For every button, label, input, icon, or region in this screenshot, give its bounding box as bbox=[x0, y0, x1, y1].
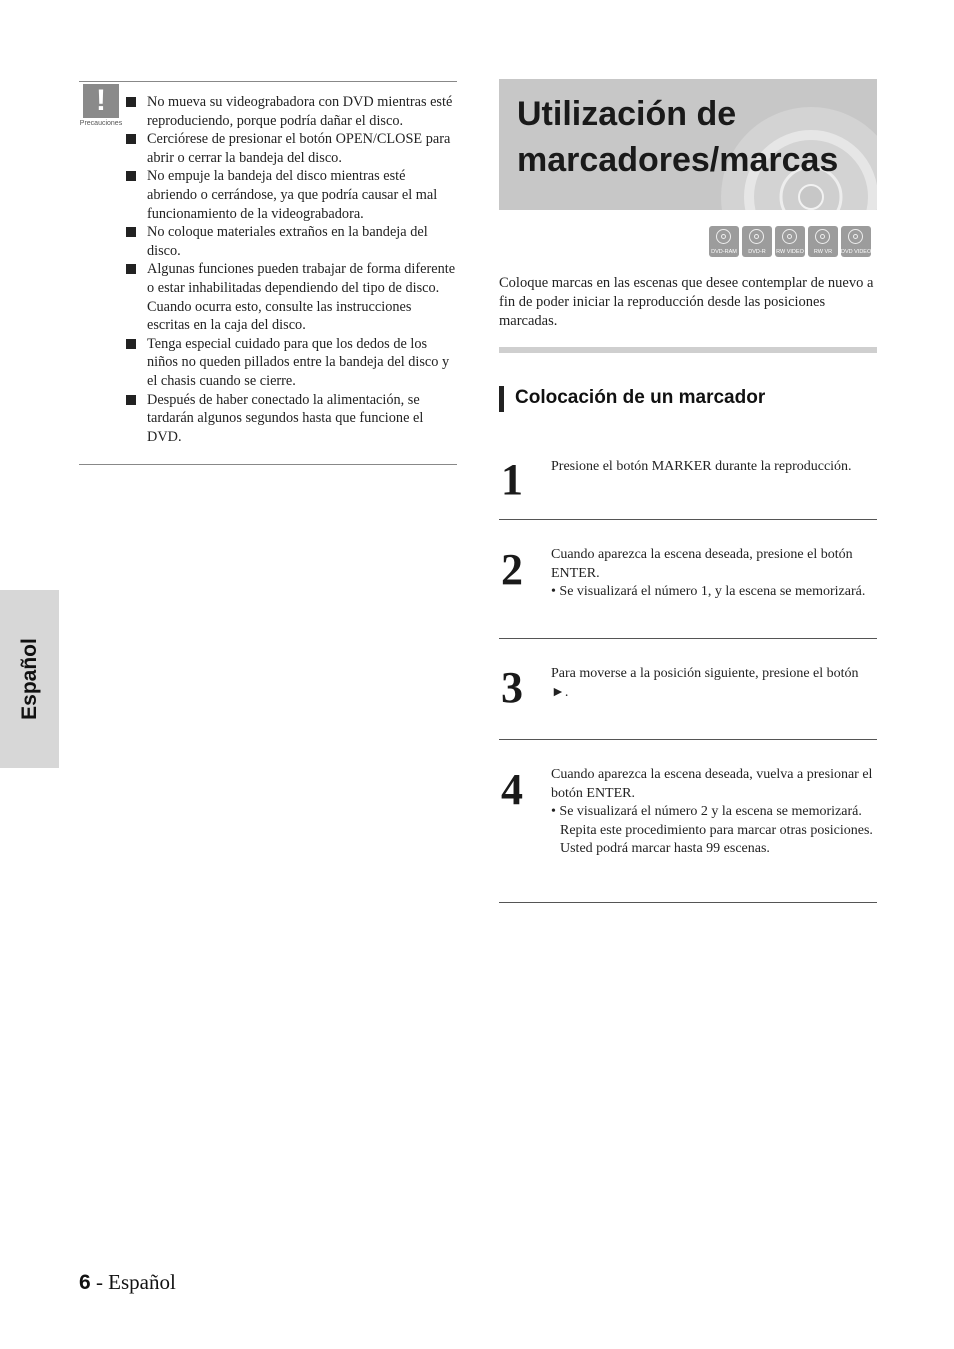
precaution-item: Después de haber conectado la alimentación, se tardarán algunos segundos hasta que funcione el DVD. bbox=[125, 391, 457, 447]
precautions-top-rule bbox=[79, 81, 457, 82]
step-1-number: 1 bbox=[501, 455, 523, 504]
precaution-item: No empuje la bandeja del disco mientras esté abriendo o cerrándose, ya que podría causar el mal funcionamiento de la videograbadora. bbox=[125, 167, 457, 223]
section-marker bbox=[499, 386, 504, 412]
step-4-number: 4 bbox=[501, 765, 523, 814]
step-3-number: 3 bbox=[501, 663, 523, 712]
square-bullet-icon bbox=[126, 227, 136, 237]
dvd-rw-video-icon: RW VIDEO bbox=[775, 226, 805, 257]
section-title: Colocación de un marcador bbox=[515, 387, 766, 408]
square-bullet-icon bbox=[126, 339, 136, 349]
step-2-number: 2 bbox=[501, 545, 523, 594]
precaution-item: Cerciórese de presionar el botón OPEN/CLOSE para abrir o cerrar la bandeja del disco. bbox=[125, 130, 457, 167]
step-1-text: Presione el botón MARKER durante la reproducción. bbox=[551, 459, 852, 474]
precaution-item: No mueva su videograbadora con DVD mientras esté reproduciendo, porque podría dañar el disco. bbox=[125, 93, 457, 130]
square-bullet-icon bbox=[126, 171, 136, 181]
side-tab-label: Español bbox=[17, 638, 41, 720]
dvd-rw-vr-icon: RW VR bbox=[808, 226, 838, 257]
disc-type-icons bbox=[709, 226, 871, 258]
square-bullet-icon bbox=[126, 134, 136, 144]
precaution-item: Algunas funciones pueden trabajar de forma diferente o estar inhabilitadas dependiendo del tipo de disco. Cuando ocurra esto, consulte las instrucciones escritas en la caja del disco. bbox=[125, 260, 457, 334]
precautions-caption: Precauciones bbox=[79, 120, 123, 127]
page-title: Utilización de marcadores/marcas bbox=[517, 95, 839, 179]
precautions-bottom-rule bbox=[79, 464, 457, 465]
footer-label: - Español bbox=[90, 1270, 176, 1294]
section-divider bbox=[499, 347, 877, 353]
dvd-ram-icon: DVD-RAM bbox=[709, 226, 739, 257]
dvd-r-icon: DVD-R bbox=[742, 226, 772, 257]
warning-icon: ! bbox=[83, 84, 119, 118]
intro-paragraph: Coloque marcas en las escenas que desee contemplar de nuevo a fin de poder iniciar la reproducción desde las posiciones marcadas. bbox=[499, 275, 874, 329]
step-3-text: Para moverse a la posición siguiente, presione el botón ►. bbox=[551, 666, 859, 700]
precaution-item: No coloque materiales extraños en la bandeja del disco. bbox=[125, 223, 457, 260]
precautions-list bbox=[125, 93, 457, 446]
step-divider bbox=[499, 739, 877, 740]
square-bullet-icon bbox=[126, 97, 136, 107]
step-divider bbox=[499, 902, 877, 903]
title-banner bbox=[499, 79, 877, 210]
step-divider bbox=[499, 519, 877, 520]
language-side-tab bbox=[0, 590, 59, 768]
step-4-text: Cuando aparezca la escena deseada, vuelva a presionar el botón ENTER. • Se visualizará el número 2 y la escena se memorizará. Repita este procedimiento para marcar otras posiciones. Usted podrá marcar hasta 99 escenas. bbox=[551, 767, 873, 856]
step-divider bbox=[499, 638, 877, 639]
page-number: 6 bbox=[79, 1271, 91, 1294]
page-footer bbox=[79, 1268, 176, 1297]
square-bullet-icon bbox=[126, 395, 136, 405]
dvd-video-icon: DVD VIDEO bbox=[841, 226, 871, 257]
precaution-item: Tenga especial cuidado para que los dedos de los niños no queden pillados entre la bandeja del disco y el chasis cuando se cierre. bbox=[125, 335, 457, 391]
square-bullet-icon bbox=[126, 264, 136, 274]
step-2-text: Cuando aparezca la escena deseada, presione el botón ENTER. • Se visualizará el número 1, y la escena se memorizará. bbox=[551, 547, 866, 599]
